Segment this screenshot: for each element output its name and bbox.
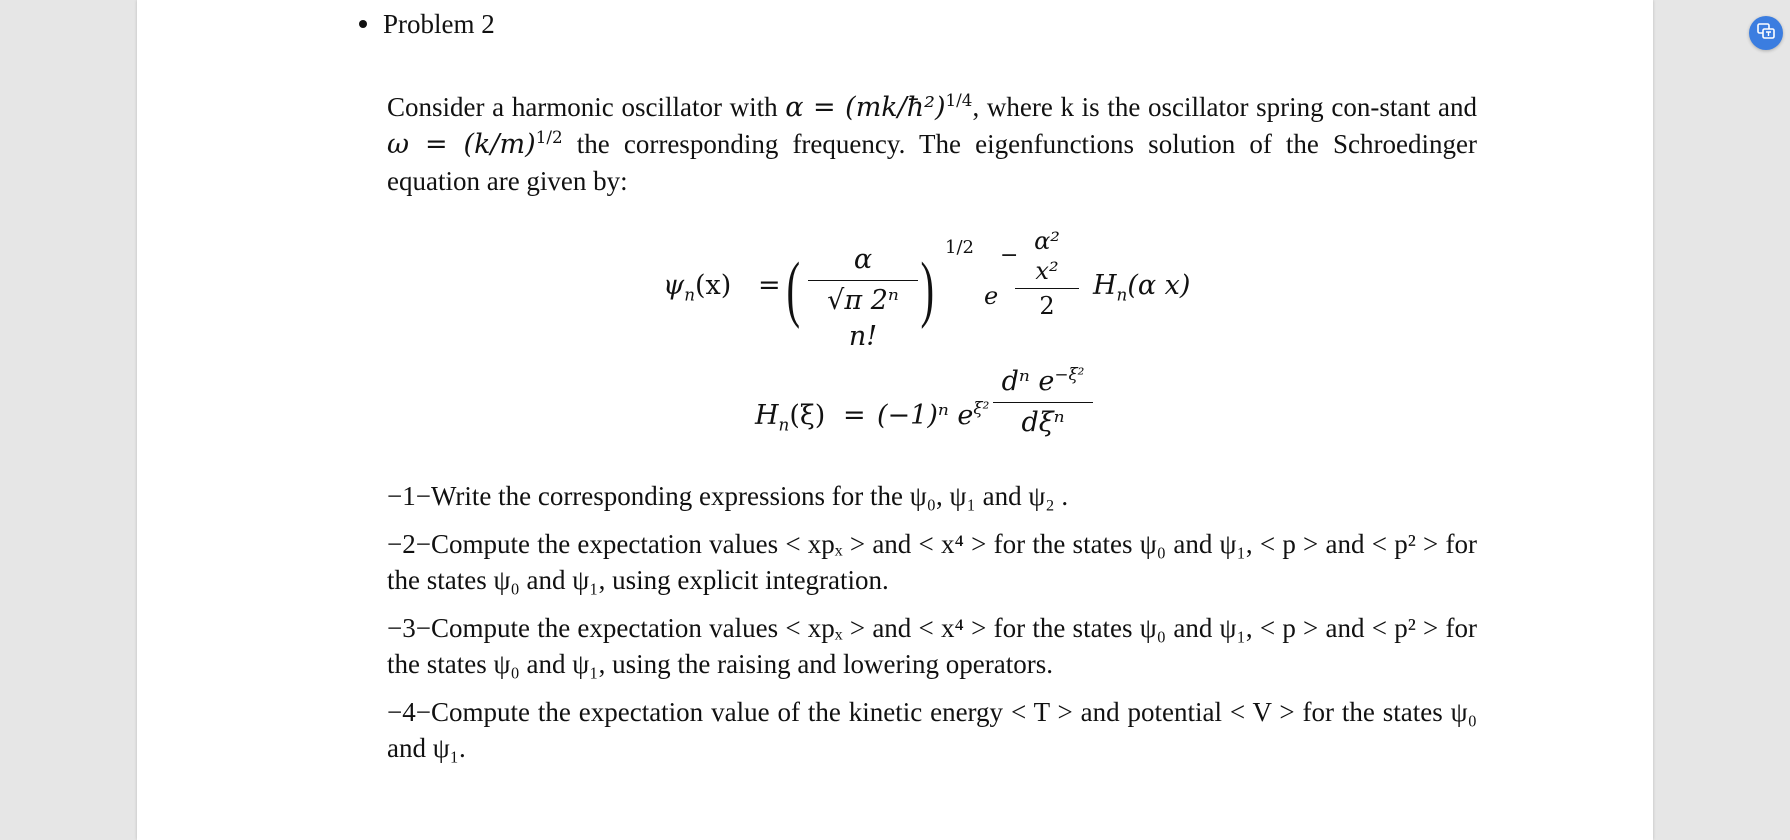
alpha-exponent: 1/4	[945, 90, 973, 110]
eq1-exponent-fraction	[1015, 226, 1079, 321]
bullet-icon	[359, 20, 367, 28]
eq1-exp-den: 2	[1039, 292, 1055, 320]
omega-definition: ω = (k/m)	[387, 129, 536, 160]
intro-paragraph	[387, 89, 1477, 199]
task-text: Write the corresponding expressions for the ψ₀, ψ₁ and ψ₂ .	[430, 481, 1069, 511]
task-item-3	[387, 610, 1477, 682]
eq1-frac-num: α	[853, 244, 873, 275]
eq2-frac-num: dⁿ $e^{-\xi^2}$	[1001, 364, 1085, 397]
eq1-fraction	[808, 242, 918, 355]
eq1-exp-num: α² x²	[1034, 227, 1060, 285]
eq1-power: 1/2	[945, 237, 974, 258]
eq2-factor: (−1)ⁿ $e^{\xi^2}$	[877, 398, 990, 431]
eq2-frac-den: dξⁿ	[1021, 407, 1065, 438]
task-text: Compute the expectation values < xpₓ > and < x⁴ > for the states ψ₀ and ψ₁, < p > and < p² > for the states ψ₀ and ψ₁, using explicit integration.	[387, 529, 1477, 595]
task-item-1	[387, 478, 1477, 514]
task-prefix: −2−	[387, 529, 431, 559]
pdf-page	[137, 0, 1653, 840]
problem-heading	[359, 6, 495, 42]
alpha-definition: α = (mk/ħ²)	[785, 92, 946, 123]
intro-text-1: Consider a harmonic oscillator with	[387, 92, 786, 122]
omega-exponent: 1/2	[535, 127, 563, 147]
task-prefix: −4−	[387, 697, 431, 727]
task-item-4	[387, 694, 1477, 766]
translate-button[interactable]	[1749, 16, 1783, 50]
task-text: Compute the expectation values < xpₓ > and < x⁴ > for the states ψ₀ and ψ₁, < p > and < p² > for the states ψ₀ and ψ₁, using the raising and lowering operators.	[387, 613, 1477, 679]
translate-icon	[1756, 21, 1776, 46]
task-text: Compute the expectation value of the kinetic energy < T > and potential < V > for the states ψ₀ and ψ₁.	[387, 697, 1477, 763]
eq1-frac-den: √π 2ⁿ n!	[827, 285, 899, 352]
intro-text-2: , where k is the oscillator spring con-stant and	[972, 92, 1477, 122]
eq2-lhs: $H_n(\xi)$	[755, 400, 826, 435]
intro-text-3: the corresponding frequency. The eigenfunctions solution of the Schroedinger equation are given by:	[387, 129, 1477, 196]
problem-heading-label: Problem 2	[383, 9, 495, 39]
task-item-2	[387, 526, 1477, 598]
equation-hermite	[755, 364, 1135, 460]
eq1-equals: =	[758, 270, 781, 301]
task-prefix: −3−	[387, 613, 431, 643]
eq1-lhs: $\psi_n(x)$	[663, 270, 732, 305]
task-prefix: −1−	[387, 481, 431, 511]
eq1-left-paren: (	[786, 248, 801, 330]
equation-eigenfunction	[663, 227, 1223, 352]
eq1-right-paren: )	[920, 248, 935, 330]
eq1-exp-sign: −	[1000, 243, 1019, 268]
eq1-rhs: $H_n(\alpha$ x)	[1093, 270, 1191, 305]
eq2-equals: =	[843, 400, 866, 431]
eq1-exp-base: e	[984, 282, 999, 310]
eq2-fraction	[993, 364, 1093, 441]
